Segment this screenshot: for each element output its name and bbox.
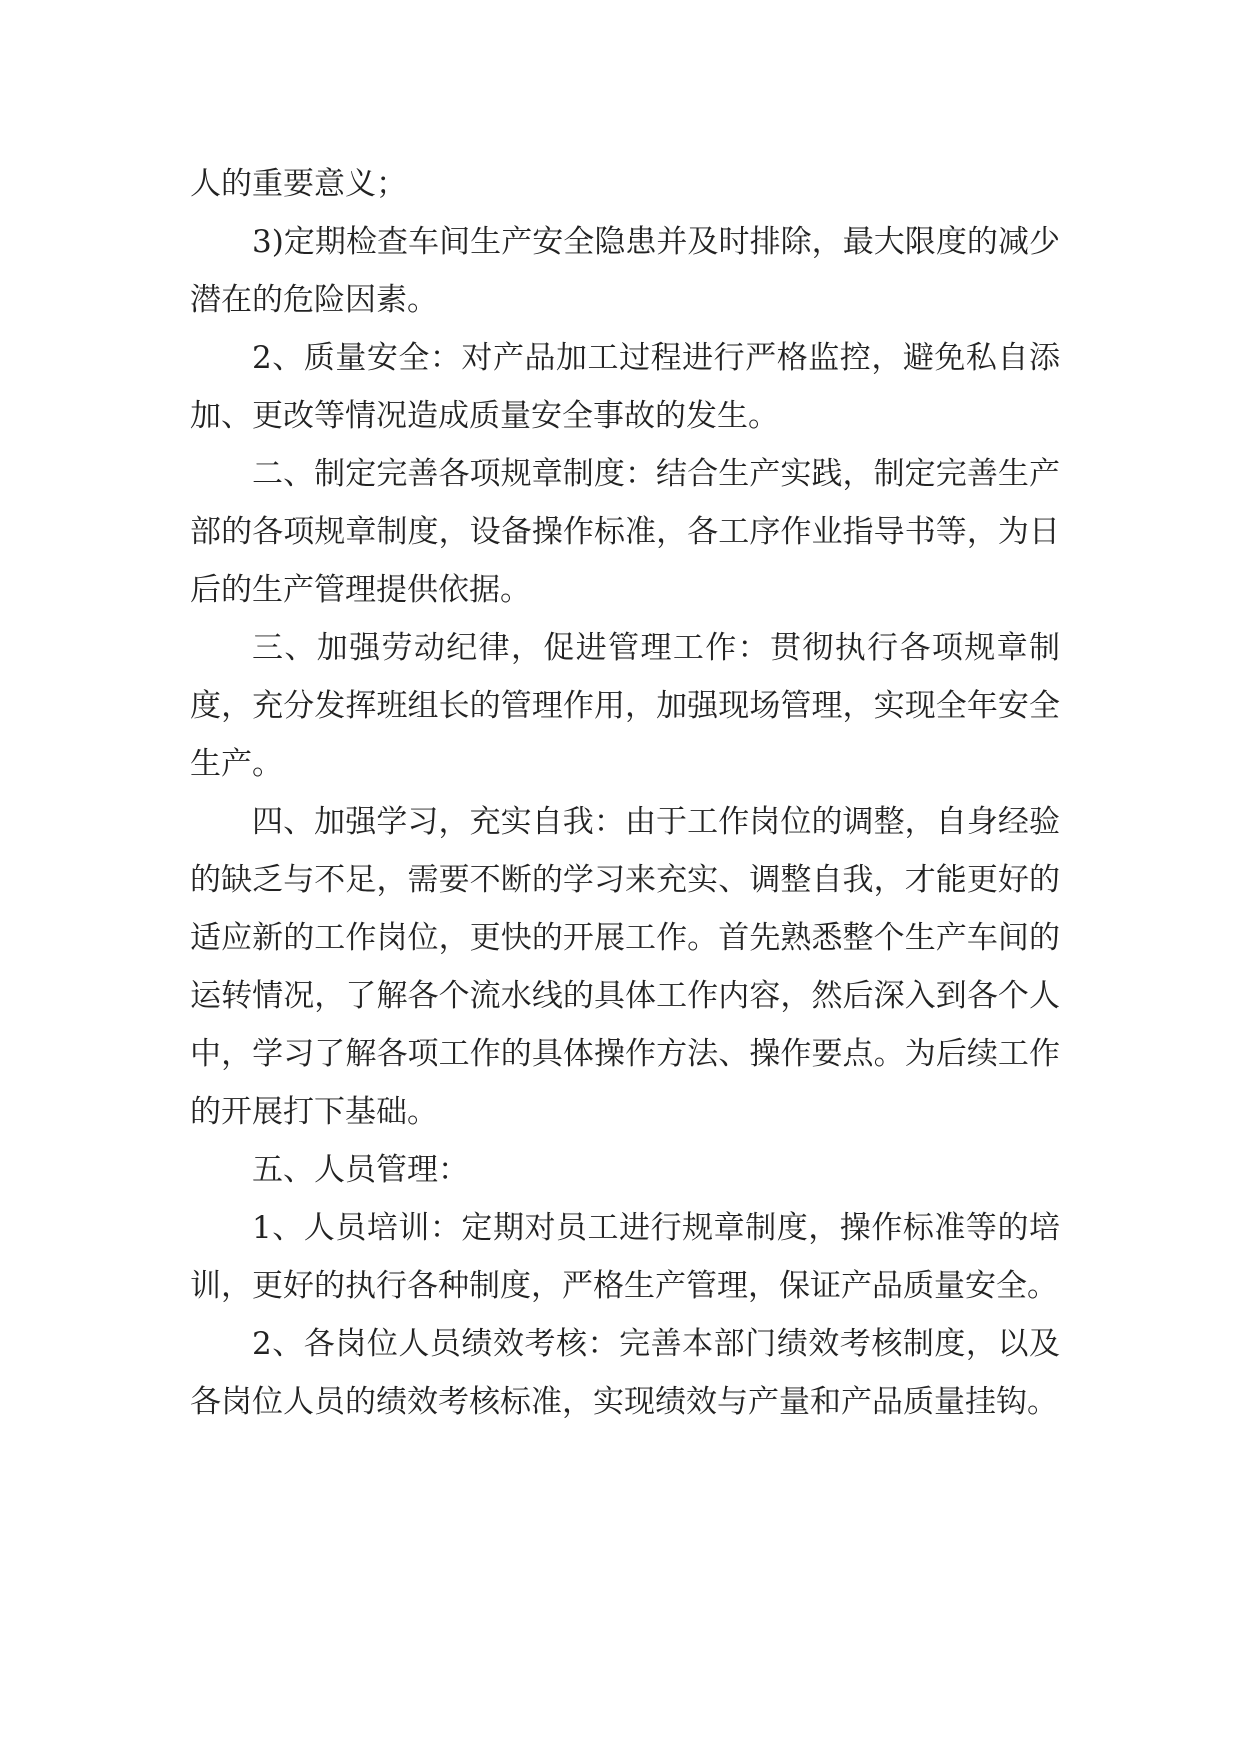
paragraph-safety-inspection: 3)定期检查车间生产安全隐患并及时排除，最大限度的减少潜在的危险因素。 xyxy=(190,224,1060,318)
paragraph-labor-discipline: 三、加强劳动纪律，促进管理工作：贯彻执行各项规章制度，充分发挥班组长的管理作用，加强现场管理，实现全年安全生产。 xyxy=(190,630,1060,782)
paragraph-rules-and-regulations: 二、制定完善各项规章制度：结合生产实践，制定完善生产部的各项规章制度，设备操作标准，各工序作业指导书等，为日后的生产管理提供依据。 xyxy=(190,456,1060,608)
paragraph-performance-assessment: 2、各岗位人员绩效考核：完善本部门绩效考核制度，以及各岗位人员的绩效考核标准，实现绩效与产量和产品质量挂钩。 xyxy=(190,1326,1060,1420)
document-body xyxy=(190,155,1060,1431)
paragraph-personnel-training: 1、人员培训：定期对员工进行规章制度，操作标准等的培训，更好的执行各种制度，严格生产管理，保证产品质量安全。 xyxy=(190,1210,1060,1304)
heading-personnel-management: 五、人员管理： xyxy=(252,1152,469,1188)
paragraph-strengthen-learning: 四、加强学习，充实自我：由于工作岗位的调整，自身经验的缺乏与不足，需要不断的学习来充实、调整自我，才能更好的适应新的工作岗位，更快的开展工作。首先熟悉整个生产车间的运转情况，了解各个流水线的具体工作内容，然后深入到各个人中，学习了解各项工作的具体操作方法、操作要点。为后续工作的开展打下基础。 xyxy=(190,804,1060,1130)
paragraph-continuation: 人的重要意义； xyxy=(190,166,407,202)
paragraph-quality-safety: 2、质量安全：对产品加工过程进行严格监控，避免私自添加、更改等情况造成质量安全事故的发生。 xyxy=(190,340,1060,434)
